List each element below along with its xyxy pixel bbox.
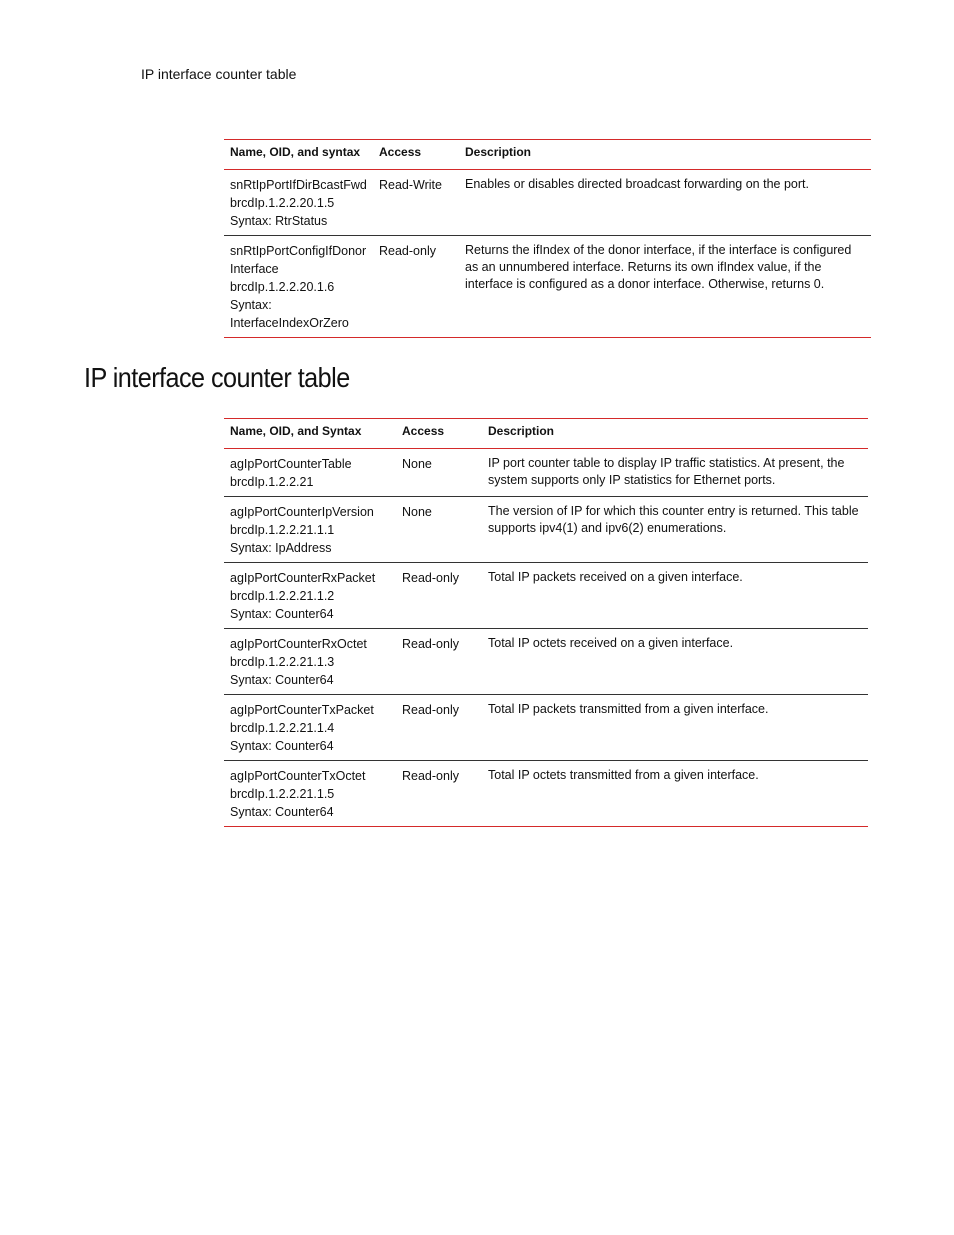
description-cell: Total IP packets received on a given interface. xyxy=(488,570,743,584)
description-cell: Returns the ifIndex of the donor interface, if the interface is configured as an unnumbered interface. Returns its own ifIndex value, if the interface is configured as a donor interface. Otherwise, returns 0. xyxy=(465,243,852,291)
column-header-access: Access xyxy=(379,145,422,159)
object-name-cell xyxy=(224,170,373,236)
access-cell: Read-only xyxy=(402,637,459,651)
description-cell: Total IP octets received on a given interface. xyxy=(488,636,734,650)
object-oid: brcdIp.1.2.2.20.1.5 xyxy=(230,196,335,210)
table-header-row xyxy=(224,140,871,170)
table-row xyxy=(224,761,868,827)
table-row xyxy=(224,629,868,695)
section-title: IP interface counter table xyxy=(84,362,350,393)
object-syntax: Syntax: Counter64 xyxy=(230,607,334,621)
description-cell: Total IP packets transmitted from a given interface. xyxy=(488,702,769,716)
access-cell: Read-only xyxy=(402,571,459,585)
object-name-cell xyxy=(224,563,396,629)
access-cell: Read-only xyxy=(379,244,436,258)
object-name-cell xyxy=(224,497,396,563)
access-cell: Read-only xyxy=(402,769,459,783)
access-cell: Read-Write xyxy=(379,178,442,192)
access-cell: None xyxy=(402,457,432,471)
table-row xyxy=(224,497,868,563)
object-name: agIpPortCounterRxPacket xyxy=(230,571,376,585)
object-name: agIpPortCounterRxOctet xyxy=(230,637,367,651)
object-name: agIpPortCounterIpVersion xyxy=(230,505,374,519)
object-name-cell xyxy=(224,761,396,827)
object-name-cell xyxy=(224,449,396,497)
column-header-name: Name, OID, and Syntax xyxy=(230,424,362,438)
object-name: agIpPortCounterTxOctet xyxy=(230,769,366,783)
object-oid: brcdIp.1.2.2.20.1.6 xyxy=(230,280,335,294)
table-row xyxy=(224,236,871,338)
object-syntax: Syntax: IpAddress xyxy=(230,541,332,555)
object-syntax-value: InterfaceIndexOrZero xyxy=(230,316,349,330)
mib-table-ip-port-config xyxy=(224,139,871,338)
column-header-access: Access xyxy=(402,424,445,438)
description-cell: The version of IP for which this counter entry is returned. This table supports ipv4(1) and ipv6(2) enumerations. xyxy=(488,504,859,535)
column-header-description: Description xyxy=(465,145,532,159)
object-syntax: Syntax: RtrStatus xyxy=(230,214,328,228)
column-header-name: Name, OID, and syntax xyxy=(230,145,361,159)
object-name-continued: Interface xyxy=(230,262,279,276)
column-header-description: Description xyxy=(488,424,555,438)
object-name-cell xyxy=(224,695,396,761)
table-header-row xyxy=(224,419,868,449)
description-cell: IP port counter table to display IP traffic statistics. At present, the system supports only IP statistics for Ethernet ports. xyxy=(488,456,845,487)
table-row xyxy=(224,695,868,761)
object-name-cell xyxy=(224,236,373,338)
object-oid: brcdIp.1.2.2.21.1.5 xyxy=(230,787,335,801)
table-row xyxy=(224,170,871,236)
object-name: snRtIpPortIfDirBcastFwd xyxy=(230,178,367,192)
object-syntax: Syntax: Counter64 xyxy=(230,805,334,819)
object-name: agIpPortCounterTxPacket xyxy=(230,703,374,717)
table-row xyxy=(224,563,868,629)
object-oid: brcdIp.1.2.2.21.1.1 xyxy=(230,523,335,537)
object-syntax: Syntax: Counter64 xyxy=(230,739,334,753)
running-header: IP interface counter table xyxy=(141,66,297,82)
object-name: snRtIpPortConfigIfDonor xyxy=(230,244,367,258)
access-cell: Read-only xyxy=(402,703,459,717)
mib-table-ip-port-counter xyxy=(224,418,868,827)
description-cell: Enables or disables directed broadcast forwarding on the port. xyxy=(465,177,809,191)
object-name-cell xyxy=(224,629,396,695)
access-cell: None xyxy=(402,505,432,519)
object-name: agIpPortCounterTable xyxy=(230,457,352,471)
object-syntax: Syntax: Counter64 xyxy=(230,673,334,687)
description-cell: Total IP octets transmitted from a given interface. xyxy=(488,768,759,782)
object-oid: brcdIp.1.2.2.21.1.2 xyxy=(230,589,335,603)
object-syntax: Syntax: xyxy=(230,298,272,312)
object-oid: brcdIp.1.2.2.21 xyxy=(230,475,314,489)
table-row xyxy=(224,449,868,497)
object-oid: brcdIp.1.2.2.21.1.4 xyxy=(230,721,335,735)
object-oid: brcdIp.1.2.2.21.1.3 xyxy=(230,655,335,669)
